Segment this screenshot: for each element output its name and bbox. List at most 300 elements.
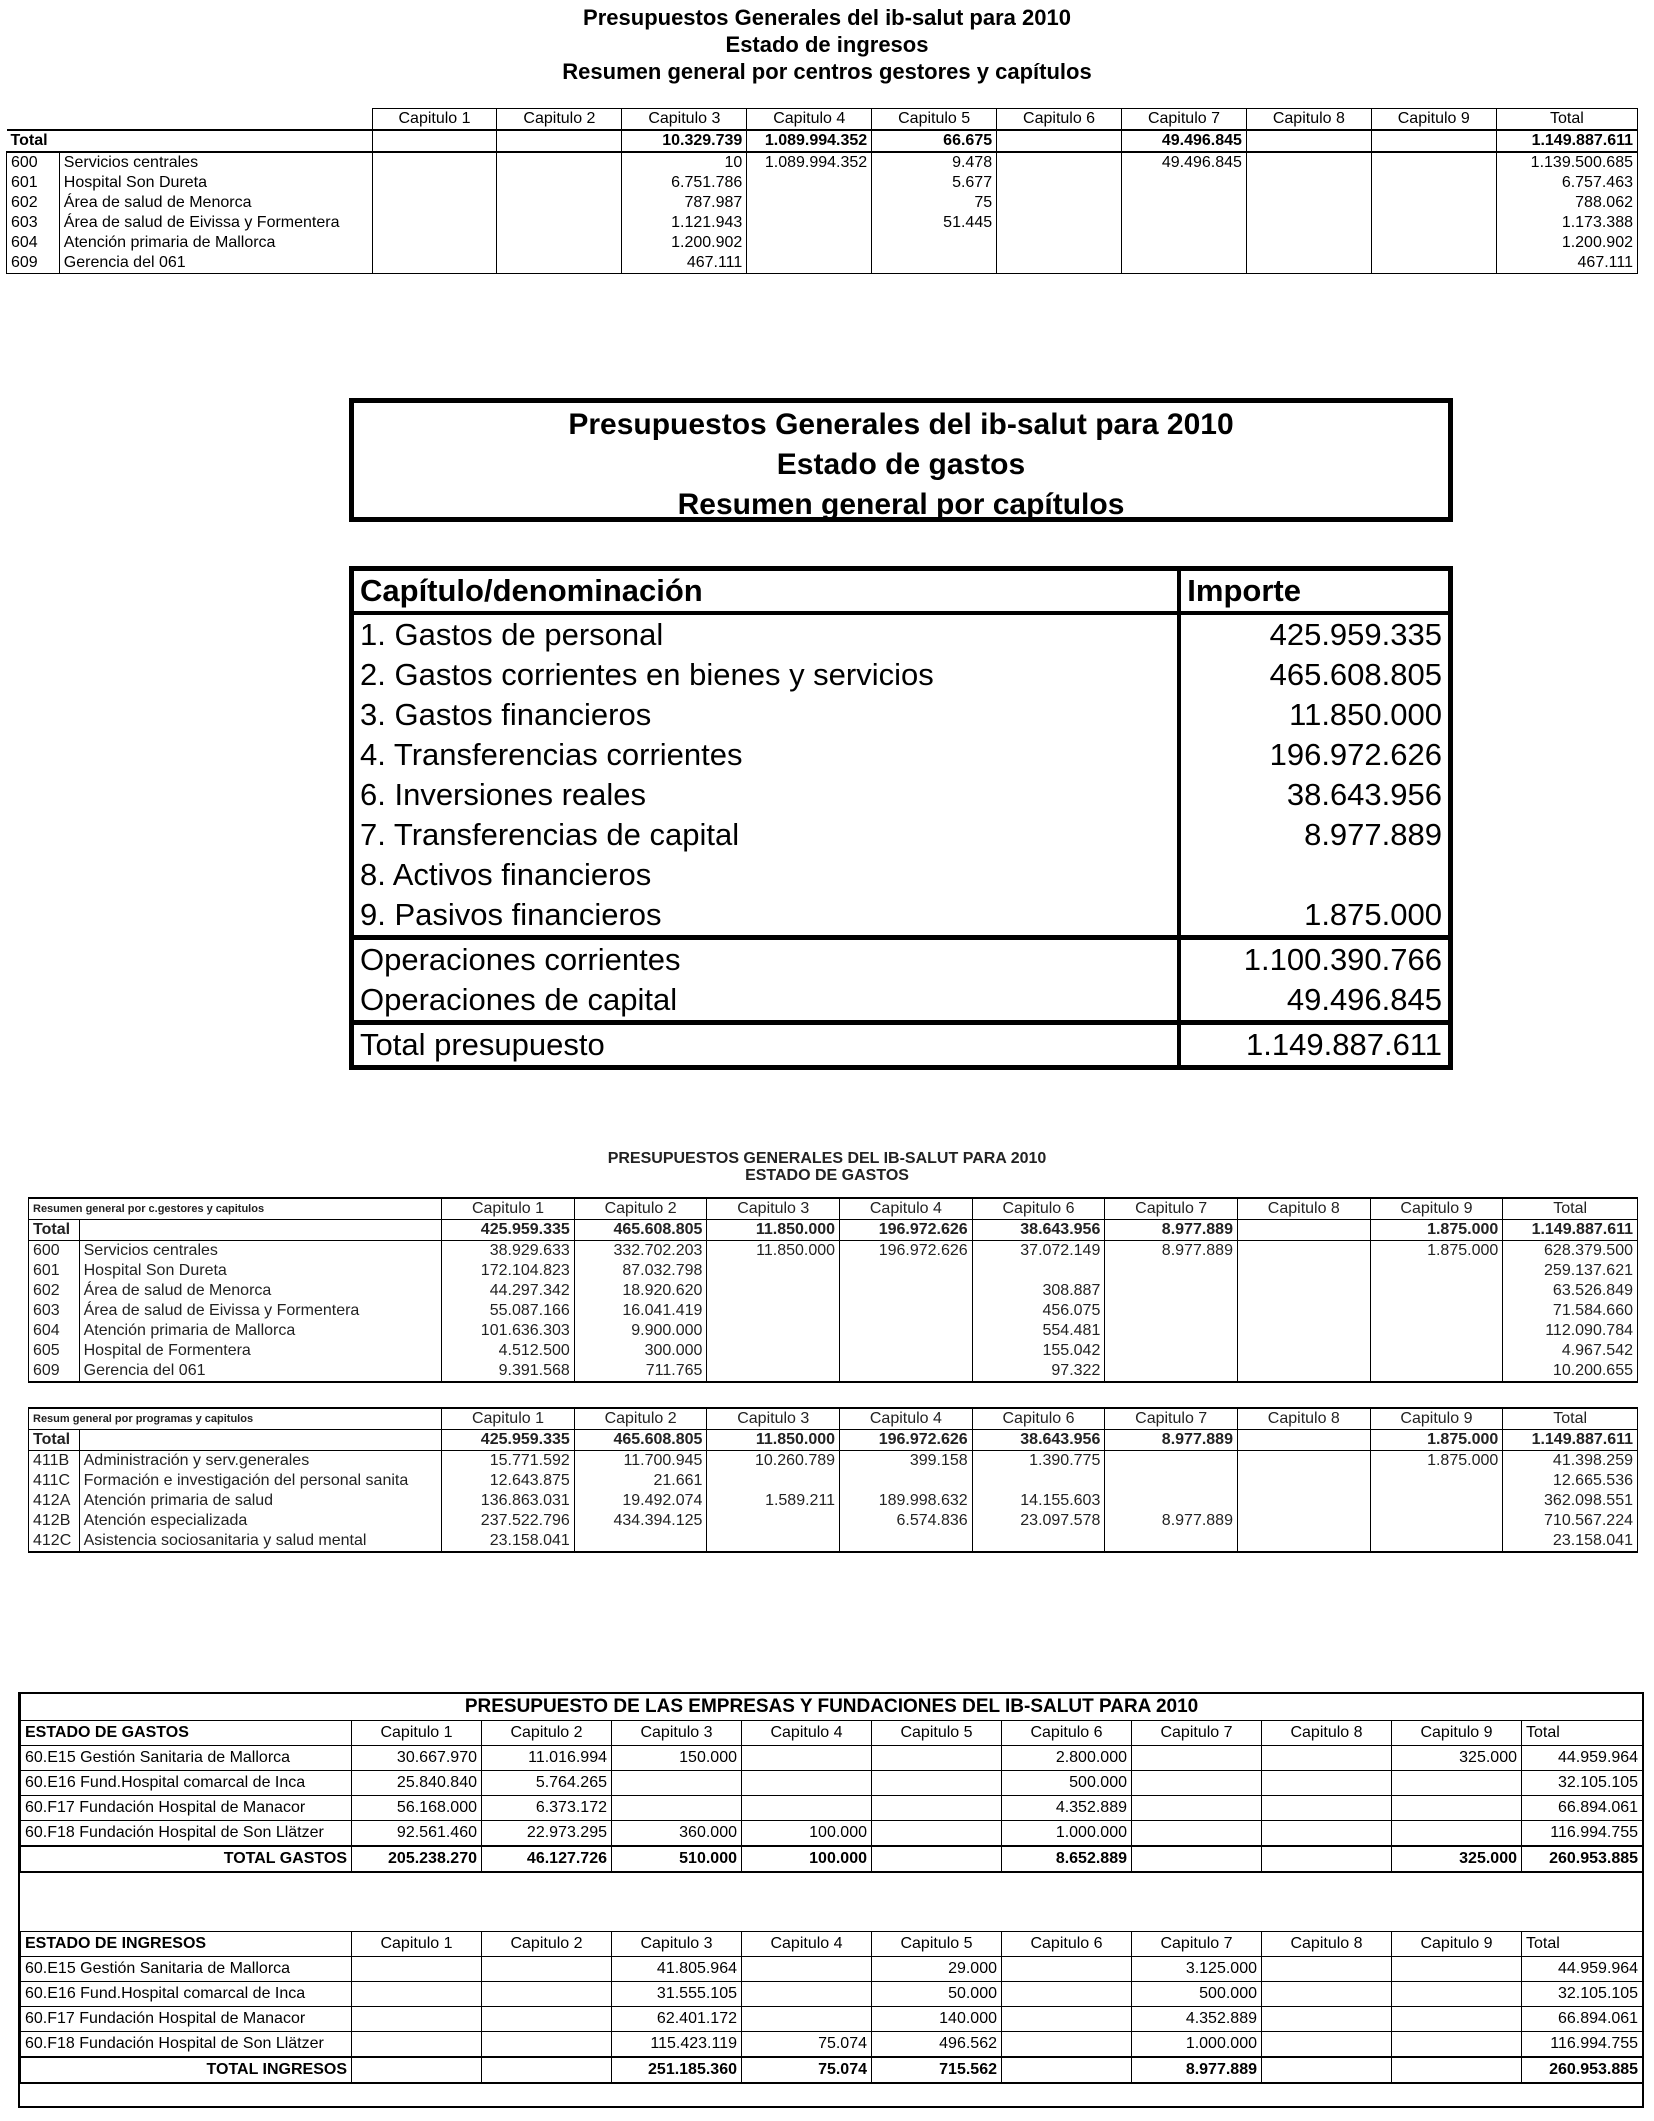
total-value — [1246, 130, 1371, 152]
total-label: Total — [29, 1220, 80, 1241]
row-value: 12.665.536 — [1503, 1471, 1638, 1491]
row-value: 23.158.041 — [1503, 1531, 1638, 1552]
row-value — [1262, 1771, 1392, 1796]
table-row — [21, 2032, 1643, 2058]
row-value — [742, 2007, 872, 2032]
row-value — [872, 1796, 1002, 1821]
ingresos-title-line: Resumen general por centros gestores y capítulos — [562, 59, 1092, 84]
row-value — [742, 1957, 872, 1982]
row-value: 196.972.626 — [840, 1241, 973, 1262]
total-value: 465.608.805 — [574, 1220, 707, 1241]
row-value: 31.555.105 — [612, 1982, 742, 2007]
total-value: 8.652.889 — [1002, 1846, 1132, 1872]
total-label: Total — [29, 1430, 80, 1451]
gastos-resumen-title — [349, 398, 1453, 522]
row-value — [872, 1821, 1002, 1847]
row-value — [352, 1982, 482, 2007]
row-value — [997, 193, 1122, 213]
row-value — [997, 253, 1122, 274]
chapter-amount: 8.977.889 — [1179, 815, 1450, 855]
row-value — [1132, 1796, 1262, 1821]
total-amount: 1.149.887.611 — [1179, 1023, 1450, 1068]
row-code: 600 — [29, 1241, 80, 1262]
row-value: 500.000 — [1132, 1982, 1262, 2007]
row-value: 189.998.632 — [840, 1491, 973, 1511]
table-row — [29, 1531, 1638, 1552]
empresas-title: PRESUPUESTO DE LAS EMPRESAS Y FUNDACIONES DEL IB-SALUT PARA 2010 — [21, 1694, 1643, 1721]
row-value — [497, 173, 622, 193]
row-value — [1246, 152, 1371, 173]
row-value: 172.104.823 — [442, 1261, 575, 1281]
row-value — [352, 2032, 482, 2058]
column-header: Capitulo 5 — [872, 1721, 1002, 1746]
subtotal-label: Operaciones de capital — [360, 982, 678, 1017]
row-value — [1002, 2032, 1132, 2058]
total-row — [7, 130, 1638, 152]
row-code: 411B — [29, 1451, 80, 1472]
row-value: 32.105.105 — [1522, 1771, 1643, 1796]
table-row — [7, 173, 1638, 193]
row-value: 18.920.620 — [574, 1281, 707, 1301]
row-value — [707, 1471, 840, 1491]
row-value: 434.394.125 — [574, 1511, 707, 1531]
row-value: 66.894.061 — [1522, 1796, 1643, 1821]
column-header: Capitulo 2 — [482, 1932, 612, 1957]
total-value — [1262, 2057, 1392, 2083]
total-value: 8.977.889 — [1105, 1430, 1238, 1451]
column-header: Total — [1522, 1721, 1643, 1746]
row-value — [707, 1341, 840, 1361]
table-row — [29, 1471, 1638, 1491]
spacer-row — [21, 1872, 1643, 1932]
row-value: 115.423.119 — [612, 2032, 742, 2058]
row-value: 4.967.542 — [1503, 1341, 1638, 1361]
total-value — [1237, 1430, 1370, 1451]
row-value — [372, 152, 497, 173]
row-value: 300.000 — [574, 1341, 707, 1361]
row-value — [612, 1771, 742, 1796]
row-value — [1105, 1341, 1238, 1361]
row-value: 15.771.592 — [442, 1451, 575, 1472]
row-value — [747, 193, 872, 213]
table-row — [21, 1746, 1643, 1771]
row-value: 19.492.074 — [574, 1491, 707, 1511]
row-value — [1237, 1511, 1370, 1531]
row-value — [1246, 213, 1371, 233]
row-value — [747, 213, 872, 233]
row-value — [997, 213, 1122, 233]
row-value: 116.994.755 — [1522, 1821, 1643, 1847]
column-header: Capitulo 5 — [872, 109, 997, 131]
total-value: 510.000 — [612, 1846, 742, 1872]
gastos-detalle-title — [0, 1150, 1654, 1184]
row-value — [612, 1796, 742, 1821]
row-value — [707, 1261, 840, 1281]
row-value: 44.297.342 — [442, 1281, 575, 1301]
row-value: 8.977.889 — [1105, 1241, 1238, 1262]
column-header: Capitulo 9 — [1392, 1932, 1522, 1957]
chapter-label: 9. Pasivos financieros — [360, 897, 662, 932]
row-value — [840, 1531, 973, 1552]
row-value — [972, 1471, 1105, 1491]
row-value — [1237, 1531, 1370, 1552]
empresas-table — [20, 1694, 1643, 2110]
column-header: Capitulo 7 — [1122, 109, 1247, 131]
column-header: Capitulo 9 — [1392, 1721, 1522, 1746]
total-blank — [79, 1220, 442, 1241]
row-value — [1105, 1531, 1238, 1552]
row-name: Servicios centrales — [59, 152, 372, 173]
row-name: Atención primaria de Mallorca — [59, 233, 372, 253]
row-value: 237.522.796 — [442, 1511, 575, 1531]
row-value — [1371, 173, 1496, 193]
row-value: 11.016.994 — [482, 1746, 612, 1771]
total-value: 1.149.887.611 — [1496, 130, 1637, 152]
row-value — [1132, 1771, 1262, 1796]
row-value — [1237, 1281, 1370, 1301]
row-value: 14.155.603 — [972, 1491, 1105, 1511]
total-label: Total — [7, 130, 60, 152]
row-value: 9.900.000 — [574, 1321, 707, 1341]
spacer-row — [21, 2083, 1643, 2110]
total-blank — [59, 130, 372, 152]
row-name: 60.E16 Fund.Hospital comarcal de Inca — [21, 1771, 352, 1796]
column-header: Capitulo 4 — [747, 109, 872, 131]
row-value — [840, 1341, 973, 1361]
row-value — [1237, 1361, 1370, 1382]
total-value — [497, 130, 622, 152]
column-header: Capitulo 6 — [1002, 1932, 1132, 1957]
row-value — [742, 1746, 872, 1771]
section-label: ESTADO DE GASTOS — [21, 1721, 352, 1746]
row-name: 60.E16 Fund.Hospital comarcal de Inca — [21, 1982, 352, 2007]
total-value — [1132, 1846, 1262, 1872]
row-value: 30.667.970 — [352, 1746, 482, 1771]
row-value: 87.032.798 — [574, 1261, 707, 1281]
row-value — [1262, 1957, 1392, 1982]
table-row — [29, 1281, 1638, 1301]
row-value: 554.481 — [972, 1321, 1105, 1341]
row-value — [352, 1957, 482, 1982]
row-value: 360.000 — [612, 1821, 742, 1847]
row-value — [497, 253, 622, 274]
row-value: 12.643.875 — [442, 1471, 575, 1491]
table-row — [352, 655, 1451, 695]
row-value — [1237, 1301, 1370, 1321]
row-value: 71.584.660 — [1503, 1301, 1638, 1321]
row-value — [1370, 1321, 1503, 1341]
row-value — [840, 1321, 973, 1341]
subtotal-label: Operaciones corrientes — [352, 938, 1180, 981]
total-value: 66.675 — [872, 130, 997, 152]
table-row — [352, 613, 1451, 655]
row-value — [747, 253, 872, 274]
row-value: 6.757.463 — [1496, 173, 1637, 193]
total-value: 465.608.805 — [574, 1430, 707, 1451]
row-name: 60.E15 Gestión Sanitaria de Mallorca — [21, 1957, 352, 1982]
row-code: 411C — [29, 1471, 80, 1491]
row-value — [840, 1281, 973, 1301]
column-header: Capitulo 3 — [612, 1721, 742, 1746]
column-header: Capitulo 8 — [1262, 1932, 1392, 1957]
total-value: 1.149.887.611 — [1503, 1220, 1638, 1241]
total-value: 10.329.739 — [622, 130, 747, 152]
total-label: TOTAL INGRESOS — [21, 2057, 352, 2083]
table-row — [29, 1341, 1638, 1361]
row-value — [1105, 1321, 1238, 1341]
row-value — [1237, 1261, 1370, 1281]
column-header: Capitulo 4 — [840, 1408, 973, 1430]
row-value: 9.391.568 — [442, 1361, 575, 1382]
row-value — [1237, 1471, 1370, 1491]
row-value: 29.000 — [872, 1957, 1002, 1982]
row-value — [1370, 1361, 1503, 1382]
row-value: 44.959.964 — [1522, 1746, 1643, 1771]
row-value: 1.121.943 — [622, 213, 747, 233]
chapter-amount: 196.972.626 — [1179, 735, 1450, 775]
row-value: 4.352.889 — [1002, 1796, 1132, 1821]
row-value — [1132, 1746, 1262, 1771]
total-value: 1.149.887.611 — [1503, 1430, 1638, 1451]
row-value — [497, 193, 622, 213]
section-label: Resum general por programas y capitulos — [29, 1408, 442, 1430]
row-value — [482, 2007, 612, 2032]
table-row — [29, 1491, 1638, 1511]
row-value — [840, 1301, 973, 1321]
row-value — [707, 1321, 840, 1341]
row-value: 5.764.265 — [482, 1771, 612, 1796]
total-value: 196.972.626 — [840, 1430, 973, 1451]
row-value — [972, 1531, 1105, 1552]
empresas-panel — [18, 1692, 1644, 2108]
total-row — [21, 1846, 1643, 1872]
section-label: Resumen general por c.gestores y capitulos — [29, 1198, 442, 1220]
row-code: 412C — [29, 1531, 80, 1552]
column-header: Capitulo 1 — [352, 1932, 482, 1957]
total-value — [1237, 1220, 1370, 1241]
gastos-detalle-title-line: PRESUPUESTOS GENERALES DEL IB-SALUT PARA 2010 — [607, 1150, 1047, 1167]
gastos-resumen-title-line: Estado de gastos — [776, 448, 1026, 481]
row-value: 155.042 — [972, 1341, 1105, 1361]
column-header: Capitulo 8 — [1246, 109, 1371, 131]
row-name: 60.F18 Fundación Hospital de Son Llätzer — [21, 1821, 352, 1847]
row-value — [742, 1796, 872, 1821]
row-value — [482, 1982, 612, 2007]
row-name: Hospital Son Dureta — [79, 1261, 442, 1281]
row-value: 150.000 — [612, 1746, 742, 1771]
chapter-label: 4. Transferencias corrientes — [360, 737, 743, 772]
row-value: 49.496.845 — [1122, 152, 1247, 173]
row-value: 1.200.902 — [622, 233, 747, 253]
row-value — [574, 1531, 707, 1552]
column-header: Capitulo 9 — [1370, 1408, 1503, 1430]
row-value: 10 — [622, 152, 747, 173]
row-value — [840, 1471, 973, 1491]
row-value — [972, 1261, 1105, 1281]
column-header: Capitulo 1 — [442, 1408, 575, 1430]
column-header: Capitulo 6 — [972, 1408, 1105, 1430]
total-value: 1.875.000 — [1370, 1220, 1503, 1241]
row-value: 1.139.500.685 — [1496, 152, 1637, 173]
row-value — [1392, 2007, 1522, 2032]
ingresos-title-line: Presupuestos Generales del ib-salut para 2010 — [583, 5, 1071, 30]
row-value — [1262, 1746, 1392, 1771]
row-value: 308.887 — [972, 1281, 1105, 1301]
column-header: Capitulo 3 — [707, 1198, 840, 1220]
row-value: 787.987 — [622, 193, 747, 213]
row-value: 136.863.031 — [442, 1491, 575, 1511]
row-value — [352, 2007, 482, 2032]
total-value — [1371, 130, 1496, 152]
total-value: 11.850.000 — [707, 1220, 840, 1241]
column-header: Capitulo 1 — [372, 109, 497, 131]
row-value: 63.526.849 — [1503, 1281, 1638, 1301]
row-value: 628.379.500 — [1503, 1241, 1638, 1262]
row-value: 21.661 — [574, 1471, 707, 1491]
row-value — [1371, 213, 1496, 233]
total-value: 325.000 — [1392, 1846, 1522, 1872]
row-value: 1.173.388 — [1496, 213, 1637, 233]
row-code: 609 — [29, 1361, 80, 1382]
subtotal-amount: 1.100.390.766 — [1179, 938, 1450, 981]
column-header: Total — [1503, 1408, 1638, 1430]
row-name: Gerencia del 061 — [59, 253, 372, 274]
row-value — [1002, 2007, 1132, 2032]
row-value — [840, 1361, 973, 1382]
row-value: 456.075 — [972, 1301, 1105, 1321]
row-value — [1262, 1982, 1392, 2007]
total-value: 38.643.956 — [972, 1430, 1105, 1451]
chapter-amount — [1179, 855, 1450, 895]
row-value: 1.589.211 — [707, 1491, 840, 1511]
row-value — [1262, 1796, 1392, 1821]
row-value: 100.000 — [742, 1821, 872, 1847]
row-name: Atención primaria de salud — [79, 1491, 442, 1511]
row-value — [1105, 1451, 1238, 1472]
row-value: 116.994.755 — [1522, 2032, 1643, 2058]
subtotal-row — [352, 938, 1451, 981]
total-blank — [79, 1430, 442, 1451]
row-value: 97.322 — [972, 1361, 1105, 1382]
table-row — [21, 1821, 1643, 1847]
column-header: Capitulo 7 — [1132, 1721, 1262, 1746]
row-value: 1.200.902 — [1496, 233, 1637, 253]
row-value: 467.111 — [1496, 253, 1637, 274]
total-value: 100.000 — [742, 1846, 872, 1872]
row-value — [372, 173, 497, 193]
row-value: 362.098.551 — [1503, 1491, 1638, 1511]
row-value — [840, 1261, 973, 1281]
row-value — [707, 1531, 840, 1552]
row-code: 603 — [7, 213, 60, 233]
row-value — [1371, 193, 1496, 213]
row-value — [1392, 1821, 1522, 1847]
row-name: Asistencia sociosanitaria y salud mental — [79, 1531, 442, 1552]
ingresos-title — [0, 4, 1654, 85]
row-value — [1105, 1301, 1238, 1321]
total-value: 196.972.626 — [840, 1220, 973, 1241]
column-header: Capitulo 2 — [482, 1721, 612, 1746]
table-row — [21, 1957, 1643, 1982]
column-header: Capitulo 3 — [612, 1932, 742, 1957]
chapter-label: 1. Gastos de personal — [360, 617, 664, 652]
row-code: 609 — [7, 253, 60, 274]
column-header: Capitulo 7 — [1105, 1198, 1238, 1220]
row-value — [997, 233, 1122, 253]
row-value — [997, 173, 1122, 193]
row-code: 603 — [29, 1301, 80, 1321]
table-row — [352, 735, 1451, 775]
total-value: 260.953.885 — [1522, 2057, 1643, 2083]
row-name: Administración y serv.generales — [79, 1451, 442, 1472]
row-value — [742, 1771, 872, 1796]
total-value: 75.074 — [742, 2057, 872, 2083]
row-value — [1392, 2032, 1522, 2058]
table-row — [29, 1361, 1638, 1382]
row-value — [1237, 1341, 1370, 1361]
table-row — [29, 1511, 1638, 1531]
row-value — [1371, 152, 1496, 173]
row-value — [747, 173, 872, 193]
column-header: Capitulo 8 — [1262, 1721, 1392, 1746]
row-value — [1122, 213, 1247, 233]
total-value: 38.643.956 — [972, 1220, 1105, 1241]
total-value — [482, 2057, 612, 2083]
table-row — [21, 1982, 1643, 2007]
subtotal-row — [352, 980, 1451, 1023]
total-row — [29, 1220, 1638, 1241]
row-value: 3.125.000 — [1132, 1957, 1262, 1982]
row-name: Gerencia del 061 — [79, 1361, 442, 1382]
row-value — [1002, 1982, 1132, 2007]
row-value — [482, 2032, 612, 2058]
row-value: 1.089.994.352 — [747, 152, 872, 173]
row-value — [1105, 1261, 1238, 1281]
chapter-label: 8. Activos financieros — [360, 857, 652, 892]
table-row — [29, 1261, 1638, 1281]
row-value: 92.561.460 — [352, 1821, 482, 1847]
column-header: Total — [1503, 1198, 1638, 1220]
row-value — [1262, 2032, 1392, 2058]
column-header: Capitulo 7 — [1132, 1932, 1262, 1957]
row-code: 412B — [29, 1511, 80, 1531]
table-row — [29, 1451, 1638, 1472]
total-row — [21, 2057, 1643, 2083]
row-value — [1105, 1281, 1238, 1301]
total-value — [372, 130, 497, 152]
table-row — [7, 213, 1638, 233]
row-value: 1.875.000 — [1370, 1241, 1503, 1262]
row-value: 32.105.105 — [1522, 1982, 1643, 2007]
table-header-row — [21, 1932, 1643, 1957]
row-value: 8.977.889 — [1105, 1511, 1238, 1531]
row-value — [1370, 1511, 1503, 1531]
column-header: Capitulo 5 — [872, 1932, 1002, 1957]
total-value: 8.977.889 — [1132, 2057, 1262, 2083]
row-value: 1.000.000 — [1002, 1821, 1132, 1847]
row-value — [742, 1982, 872, 2007]
table-row — [352, 695, 1451, 735]
row-value: 325.000 — [1392, 1746, 1522, 1771]
row-value — [1246, 173, 1371, 193]
column-header: Total — [1522, 1932, 1643, 1957]
row-value — [1122, 193, 1247, 213]
total-value: 11.850.000 — [707, 1430, 840, 1451]
row-name: Atención primaria de Mallorca — [79, 1321, 442, 1341]
row-code: 604 — [7, 233, 60, 253]
row-value — [1392, 1982, 1522, 2007]
row-value — [1371, 233, 1496, 253]
